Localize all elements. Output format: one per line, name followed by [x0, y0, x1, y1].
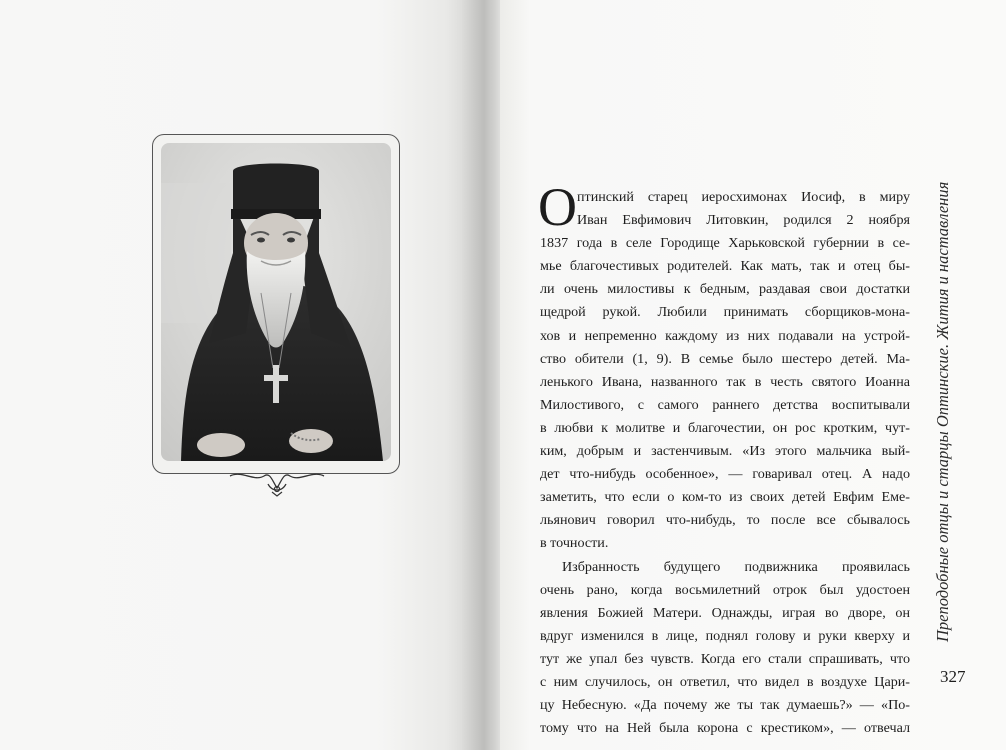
text-line: вдруг изменился в лице, поднял голову и руки кверху и [540, 627, 910, 644]
text-line: очень рано, когда восьмилетний отрок был удостоен [540, 581, 910, 598]
text-line: ким, добрым и застенчивым. «Из этого мальчика вый- [540, 443, 910, 460]
text-line: цу Небесную. «Да почему же ты так думаешь?» — «По- [540, 697, 910, 714]
page-number: 327 [940, 667, 966, 686]
text-line: ленького Ивана, названного так в честь святого Иоанна [540, 373, 910, 390]
text-line: льянович говорил что-нибудь, то после все сбывалось [540, 512, 910, 529]
text-line: тому что на Ней была корона с крестиком», — отвечал [540, 720, 910, 737]
text-line: ство обители (1, 9). В семье было шестеро детей. Ма- [540, 350, 910, 367]
text-line: в любви к молитве и благочестии, он рос кротким, чут- [540, 419, 910, 436]
text-line: в точности. [540, 535, 609, 552]
body-text [538, 177, 910, 740]
text-line: щедрой рукой. Любили принимать сборщиков-мона- [540, 304, 910, 321]
text-line: 1837 года в селе Городище Харьковской губернии в се- [540, 235, 910, 252]
text-line: мье благочестивых родителей. Как мать, так и отец бы- [540, 258, 910, 275]
first-paragraph [538, 177, 910, 556]
portrait-frame [152, 134, 400, 474]
text-line: тут же упал без чувств. Когда его стали спрашивать, что [540, 650, 910, 667]
running-head: Преподобные отцы и старцы Оптинские. Жития и наставления [933, 181, 952, 642]
text-line: Иван Евфимович Литовкин, родился 2 ноября [577, 212, 910, 229]
monk-portrait-image [161, 143, 391, 461]
text-line: заметить, что если о ком-то из своих детей Евфим Еме- [540, 489, 910, 506]
drop-cap: О [538, 177, 577, 237]
text-line: ли очень милостивы к бедным, раздавая свои достатки [540, 281, 910, 298]
portrait-photo [161, 143, 391, 461]
text-line: с ним случилось, он ответил, что видел в воздухе Цари- [540, 673, 910, 690]
text-line: дет что-нибудь особенное», — говаривал отец. А надо [540, 466, 910, 483]
text-line: Избранность будущего подвижника проявилась [562, 558, 910, 575]
text-line: птинский старец иеросхимонах Иосиф, в миру [577, 189, 910, 205]
text-line: явления Божией Матери. Однажды, играя во дворе, он [540, 604, 910, 621]
second-paragraph [540, 556, 910, 741]
text-line: Милостивого, с самого раннего детства воспитывали [540, 396, 910, 413]
text-line: хов и непременно каждому из них подавали на устрой- [540, 327, 910, 344]
ornament-flourish [228, 462, 326, 498]
